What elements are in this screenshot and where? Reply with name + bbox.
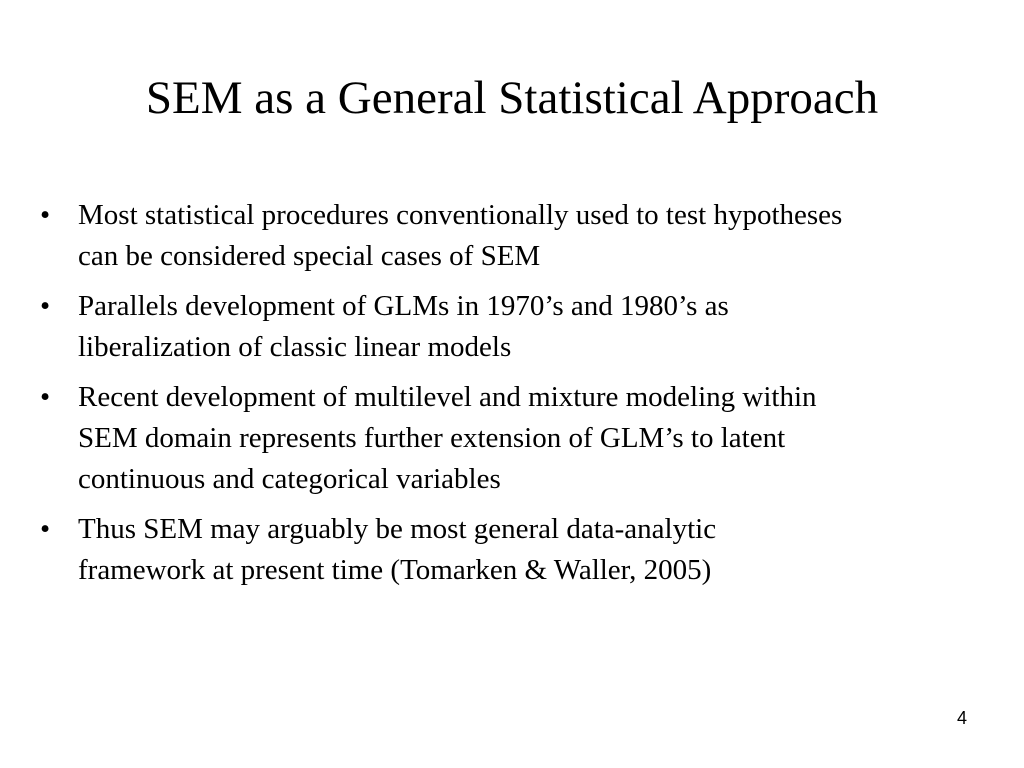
bullet-text-line: continuous and categorical variables bbox=[78, 463, 501, 495]
bullet-text-line: Parallels development of GLMs in 1970’s and 1980’s as bbox=[78, 290, 729, 322]
slide-title: SEM as a General Statistical Approach bbox=[145, 72, 879, 124]
bullet-icon: • bbox=[40, 381, 51, 413]
slide-number: 4 bbox=[956, 708, 967, 728]
bullet-icon: • bbox=[40, 513, 51, 545]
bullet-item bbox=[40, 377, 990, 500]
bullet-text-line: SEM domain represents further extension of GLM’s to latent bbox=[78, 422, 786, 454]
bullet-text-line: framework at present time (Tomarken & Waller, 2005) bbox=[78, 554, 712, 586]
bullet-icon: • bbox=[40, 199, 51, 231]
bullet-text-line: Recent development of multilevel and mixture modeling within bbox=[78, 381, 817, 413]
bullet-item bbox=[40, 509, 990, 591]
bullet-text-line: can be considered special cases of SEM bbox=[78, 240, 541, 272]
bullet-text-line: liberalization of classic linear models bbox=[78, 331, 512, 363]
bullet-text-line: Most statistical procedures conventionally used to test hypotheses bbox=[78, 199, 843, 231]
bullet-item bbox=[40, 286, 990, 368]
bullet-icon: • bbox=[40, 290, 51, 322]
bullet-list bbox=[40, 195, 990, 600]
bullet-text-line: Thus SEM may arguably be most general data-analytic bbox=[78, 513, 717, 545]
bullet-item bbox=[40, 195, 990, 277]
